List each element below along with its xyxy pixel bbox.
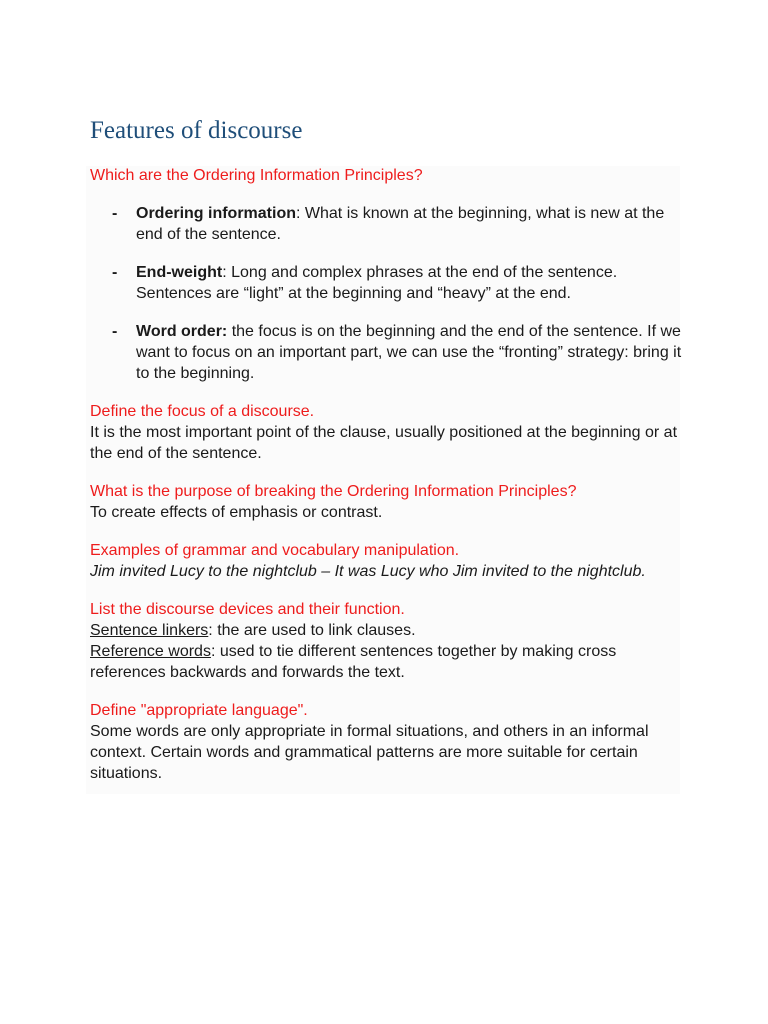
item-term: Word order: [136,323,228,340]
list-item [90,262,690,304]
dash-bullet: - [112,205,118,222]
question-heading: List the discourse devices and their function. [90,601,405,618]
question-heading: Examples of grammar and vocabulary manipulation. [90,542,460,559]
answer-text: Some words are only appropriate in formal situations, and others in an informal context. Certain words and grammatical patterns are more suitable for certain situations. [90,723,649,782]
device-line [90,620,690,641]
answer-text: To create effects of emphasis or contrast. [90,504,383,521]
device-text: : the are used to link clauses. [208,622,416,639]
item-term: Ordering information [136,205,296,222]
question-heading: What is the purpose of breaking the Ordering Information Principles? [90,483,577,500]
device-term: Sentence linkers [90,622,209,639]
question-heading: Which are the Ordering Information Principles? [90,167,423,184]
list-item [90,203,690,245]
section-examples [90,540,690,582]
page-title: Features of discourse [90,117,303,144]
device-line [90,641,690,683]
principles-list [90,203,690,384]
item-text: the focus is on the beginning and the end of the sentence. If we want to focus on an important part, we can use the “fronting” strategy: bring it to the beginning. [136,323,682,382]
dash-bullet: - [112,264,118,281]
section-devices [90,599,690,683]
section-appropriate-language [90,700,690,784]
section-ordering-principles [90,165,690,384]
question-heading: Define the focus of a discourse. [90,403,315,420]
device-term: Reference words [90,643,211,660]
section-purpose [90,481,690,523]
item-text: What is known at the beginning, what is new at the end of the sentence. [136,205,665,243]
section-focus [90,401,690,464]
list-item [90,321,690,384]
question-heading: Define "appropriate language". [90,702,308,719]
item-separator: : [222,264,227,281]
answer-text: It is the most important point of the clause, usually positioned at the beginning or at the end of the sentence. [90,424,678,462]
device-text: : used to tie different sentences together by making cross references backwards and forwards the text. [90,643,617,681]
document-body [90,165,690,784]
example-text: Jim invited Lucy to the nightclub – It was Lucy who Jim invited to the nightclub. [90,563,646,580]
dash-bullet: - [112,323,118,340]
item-term: End-weight [136,264,223,281]
item-text: Long and complex phrases at the end of the sentence. Sentences are “light” at the beginning and “heavy” at the end. [136,264,618,302]
item-separator: : [296,205,301,222]
